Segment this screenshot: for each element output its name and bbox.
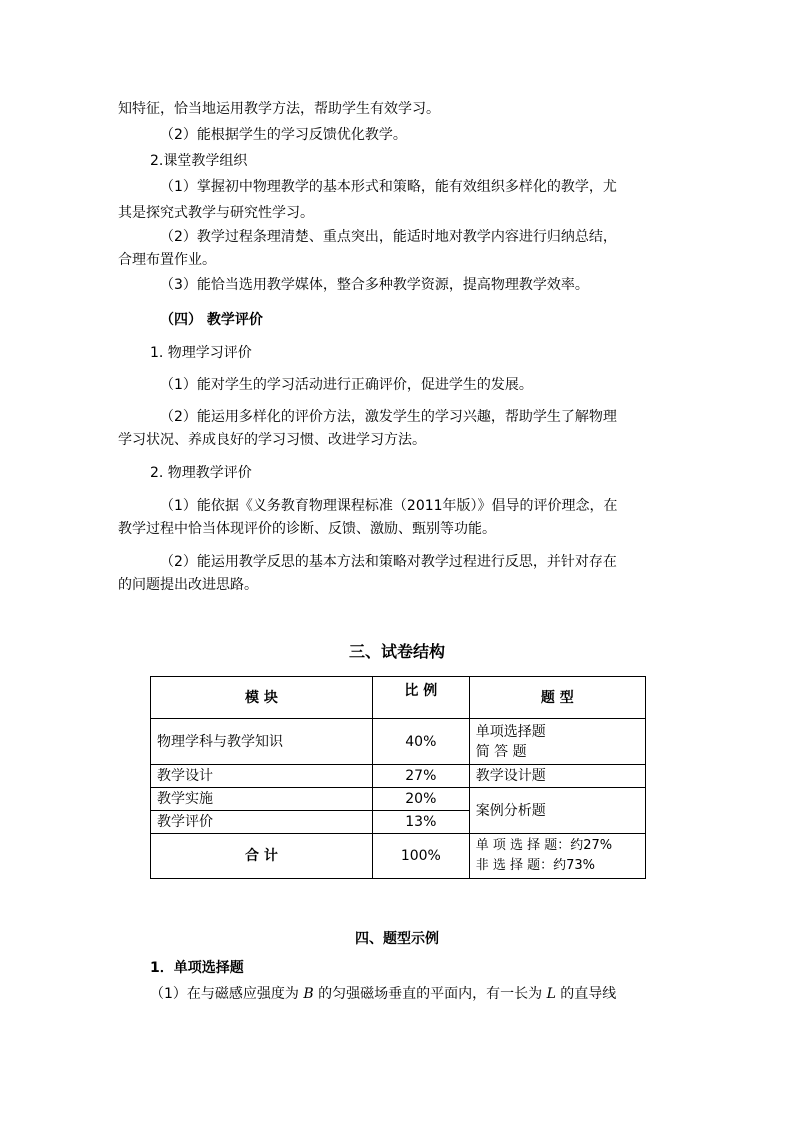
table-row [151,765,646,788]
cell-type: 教学设计题 [469,765,645,788]
question-text: （1）在与磁感应强度为 [150,986,304,1002]
cell-module: 物理学科与教学知识 [151,719,373,765]
section-title: 三、试卷结构 [348,642,445,661]
question-text: 的匀强磁场垂直的平面内，有一长为 [313,986,547,1002]
header-type: 题 型 [469,677,645,719]
section-title: 四、题型示例 [355,931,439,947]
text-line: （1）能依据《义务教育物理课程标准（2011年版）》倡导的评价理念，在 [160,498,618,514]
text-line: 知特征，恰当地运用教学方法，帮助学生有效学习。 [118,101,440,117]
cell-type [469,834,645,879]
text-line: （2）能运用多样化的评价方法，激发学生的学习兴趣，帮助学生了解物理 [160,409,617,425]
text-line: 教学过程中恰当体现评价的诊断、反馈、激励、甄别等功能。 [118,521,496,537]
text-line: （2）能根据学生的学习反馈优化教学。 [160,127,407,143]
cell-ratio: 13% [372,811,469,834]
symbol-b: B [303,986,314,1002]
cell-type-line: 单项选择题 [475,723,546,740]
text-line: 学习状况、养成良好的学习习惯、改进学习方法。 [118,432,426,448]
text-line: （3）能恰当选用教学媒体，整合多种教学资源，提高物理教学效率。 [160,277,589,293]
exam-structure-table [150,676,646,879]
text-line: （2）教学过程条理清楚、重点突出，能适时地对教学内容进行归纳总结， [160,229,617,245]
text-line: （1）能对学生的学习活动进行正确评价，促进学生的发展。 [160,377,533,393]
table-header-row [151,677,646,719]
cell-type [469,719,645,765]
cell-module: 合 计 [151,834,373,879]
cell-module: 教学设计 [151,765,373,788]
text-line: （2）能运用教学反思的基本方法和策略对教学过程进行反思，并针对存在 [160,554,617,570]
table-row [151,788,646,811]
symbol-l: L [546,986,556,1002]
header-ratio: 比 例 [372,677,469,719]
cell-ratio: 27% [372,765,469,788]
cell-module: 教学实施 [151,788,373,811]
subsection-heading: 1．单项选择题 [150,960,244,976]
question-line [150,984,616,1004]
table-row [151,719,646,765]
text-line: 合理布置作业。 [118,252,216,268]
cell-type-line: 简 答 题 [475,743,527,760]
cell-ratio: 40% [372,719,469,765]
question-text: 的直导线 [555,986,617,1002]
header-module: 模 块 [151,677,373,719]
cell-module: 教学评价 [151,811,373,834]
section-heading: （四） 教学评价 [160,312,263,328]
subsection-heading: 2. 物理教学评价 [150,465,252,481]
text-line: 的问题提出改进思路。 [118,577,258,593]
cell-ratio: 20% [372,788,469,811]
text-line: 其是探究式教学与研究性学习。 [118,205,314,221]
cell-ratio: 100% [372,834,469,879]
text-line: （1）掌握初中物理教学的基本形式和策略，能有效组织多样化的教学，尤 [160,179,617,195]
table-row-total [151,834,646,879]
cell-type-line: 单 项 选 择 题：约27% [475,838,613,853]
cell-type: 案例分析题 [469,788,645,834]
subsection-heading: 1. 物理学习评价 [150,345,252,361]
cell-type-line: 非 选 择 题：约73% [475,858,595,873]
text-line: 2.课堂教学组织 [150,153,248,169]
